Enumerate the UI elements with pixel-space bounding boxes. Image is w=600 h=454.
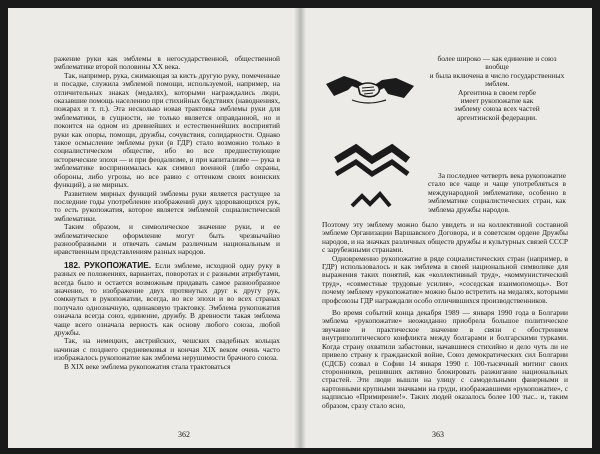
paragraph: Во время событий конца декабря 1989 — января 1990 года в Болгарии эмблема «рукопожатие» неожиданно приобрела большое политическое звучание и практическое значение в связи с обострением внутриполитического конфликта между болгарами и болгарскими турками. Когда страну охватили забастовки, начавшиеся стихийно и дело чуть ли не привело страну к гражданской войне, Союз демократических сил Болгарии (СДСБ) созвал в Софии 14 января 1990 г. 100-тысячный митинг своих сторонников, решивших активно блокировать разжигание национальных страстей. Эти люди вышли на улицу с самодельными фанерными и картонными крупными значками на груди, изображавшими «рукопожатие», с надписью «Примирение!». Таких людей оказалось более 100 тыс.. и, таким образом, сразу стало ясно, — [322, 308, 568, 410]
book-gutter-shadow — [294, 8, 306, 448]
side-line: эмблему союза всех частей — [454, 104, 540, 114]
side-line: более широко — как единение и союз вообще — [437, 55, 557, 72]
section-title: РУКОПОЖАТИЕ. — [84, 259, 152, 270]
side-line: имеет рукопожатие как — [460, 96, 534, 106]
paragraph: Одновременно рукопожатие в ряде социалистических стран (например, в ГДР) использовалось и как эмблема в своей национальной символике для выражения таких понятий, как «коллективный труд», «коммунистический труд», «совместные трудовые усилия», «соседская взаимопомощь». Вот почему эмблему «рукопожатие» можно было встретить на медалях, которыми профсоюзы ГДР награждали особо отличившихся производственников. — [322, 253, 568, 305]
section-text: Если эмблеме, исходной одну руку в разных ее положениях, вариантах, поворотах и с разными атрибутами, всегда было и остается возможным придавать самое разнообразное значение, то изображение двух протянутых друг к другу рук, сомкнутых в рукопожатии, всегда, во все эпохи и во всех странах получало однозначную, одинаковую трактовку. Эмблема рукопожатия означала всегда союз, единение, дружбу. В древности такая эмблема чаще всего означала верность как основу любого союза, любой дружбы. — [54, 260, 280, 337]
side-line: и была включена в число государственных эмблем. — [429, 70, 565, 89]
handshake-emblem-icon — [326, 76, 414, 103]
section-paragraph — [54, 261, 280, 338]
section-number: 182. — [64, 259, 81, 270]
paragraph: За последнее четверть века рукопожатие стало все чаще и чаще употребляться в международной эмблематике, особенно в эмблематике социалистических стран, как эмблема дружбы народов. — [428, 172, 566, 214]
page-number-left: 362 — [178, 430, 190, 439]
paragraph: Так, например, рука, сжимающая за кисть другую руку, помеченные и посадке, служила эмблемой помощи, используемой, например, на отличительных знаках (медалях), которыми награждались люди, оказавшие помощь населению при стихийных бедствиях (наводнениях, пожарах и т. п.). Эта несколько новая трактовка эмблемы руки для эмблематики, в сущности, не только является оправданной, но и покоится на одном из древнейших и естественнейших восприятий руки как опоры, помощи, дружбы, сочувствия, солидарности. Однако такое осмысление эмблемы руки (в ГДР) стало возможно только в социалистическом обществе, ибо во все предшествующие исторические эпохи — и при феодализме, и при капитализме — рука в эмблематике воспринималась как символ военной (либо охраны, обороны, либо угрозы, но все равно с оттенком своих воинских функций), а не мирных. — [54, 70, 280, 190]
paragraph: Таким образом, и символическое значение руки, и ее эмблематическое оформление могут быть чрезвычайно разнообразными и отвечать самым различным национальным и нравственным представлениям разных народов. — [54, 222, 280, 257]
book-spread — [8, 8, 592, 448]
zigzag-emblem-icon — [336, 148, 408, 206]
left-page — [8, 8, 300, 448]
left-text-column — [54, 55, 280, 420]
right-text-column — [322, 221, 568, 426]
side-line: аргентинской федерации. — [457, 112, 537, 122]
paragraph: Развитием мирных функций эмблемы руки является растущее за последние годы употребление изображений двух здоровающихся рук, то есть рукопожатия, которое является эмблемой социалистической эмблематики. — [54, 188, 280, 223]
right-side-column — [428, 55, 566, 167]
right-side-paragraph-box — [428, 172, 566, 222]
side-line: Аргентина в своем гербе — [458, 87, 536, 97]
paragraph: В XIX веке эмблема рукопожатия стала трактоваться — [64, 361, 231, 371]
paragraph: ражение руки как эмблемы в негосударственной, общественной эмблематике второй половины XX века. — [54, 55, 280, 72]
page-number-right: 363 — [432, 430, 444, 439]
paragraph: Поэтому эту эмблему можно было увидеть и на коллективной составной эмблеме Организации Варшавского Договора, и в советском ордене Дружбы народов, и на значках различных обществ дружбы и культурных связей СССР с зарубежными странами. — [322, 221, 568, 255]
right-page — [300, 8, 592, 448]
paragraph: Так, на немецких, австрийских, чешских свадебных кольцах начиная с позднего средневековья и кончая XIX веком очень часто изображалось рукопожатие как эмблема нерушимости брачного союза. — [54, 336, 280, 363]
emblem-illustrations — [322, 56, 418, 216]
